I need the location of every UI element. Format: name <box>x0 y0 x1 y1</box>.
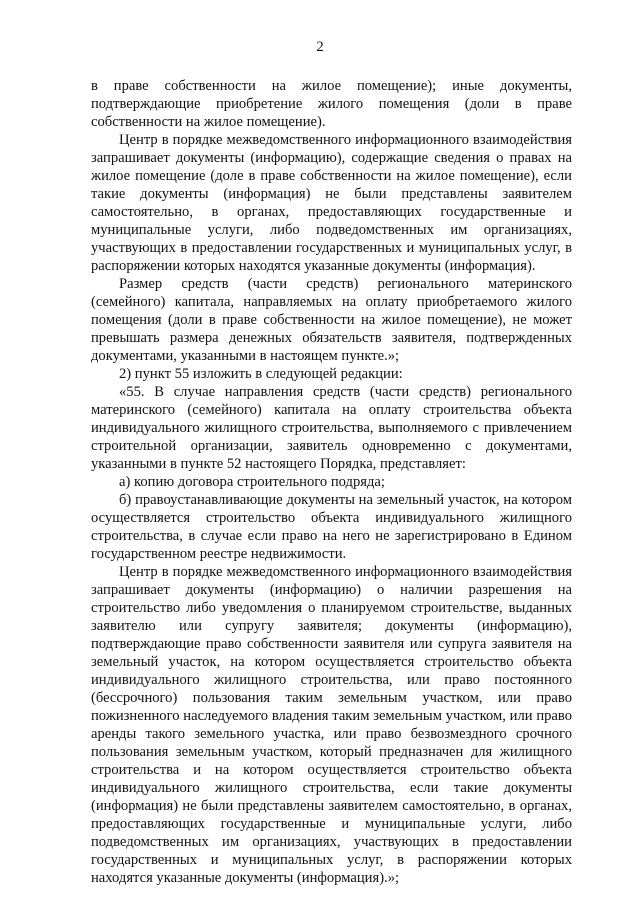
paragraph-item-2: 2) пункт 55 изложить в следующей редакции: <box>119 366 403 382</box>
paragraph-capital-amount: Размер средств (части средств) регионального материнского (семейного) капитала, направляемых на оплату приобретаемого жилого помещения (доли в праве собственности на жилое помещение), не может превышать размера денежных обязательств заявителя, подтвержденных документами, указанными в настоящем пункте.»; <box>91 276 572 364</box>
paragraph-subitem-b: б) правоустанавливающие документы на земельный участок, на котором осуществляется строительство объекта индивидуального жилищного строительства, в случае если право на него не зарегистрировано в Едином государственном реестре недвижимости. <box>91 492 572 562</box>
paragraph-clause-55: «55. В случае направления средств (части средств) регионального материнского (семейного) капитала на оплату строительства объекта индивидуального жилищного строительства, выполняемого с привлечением строительной организации, заявитель одновременно с документами, указанными в пункте 52 настоящего Порядка, представляет: <box>91 384 572 472</box>
page-number: 2 <box>316 39 324 55</box>
paragraph-subitem-a: а) копию договора строительного подряда; <box>119 474 385 490</box>
paragraph-ownership-documents: в праве собственности на жилое помещение); иные документы, подтверждающие приобретение жилого помещения (доли в праве собственности на жилое помещение). <box>91 78 572 130</box>
paragraph-center-request-housing: Центр в порядке межведомственного информационного взаимодействия запрашивает документы (информацию), содержащие сведения о правах на жилое помещение (доле в праве собственности на жилое помещение), если такие документы (информация) не были представлены заявителем самостоятельно, в органах, предоставляющих государственные и муниципальные услуги, либо подведомственных им организациях, участвующих в предоставлении государственных и муниципальных услуг, в распоряжении которых находятся указанные документы (информация). <box>91 132 572 274</box>
document-body <box>91 77 572 887</box>
paragraph-center-request-land: Центр в порядке межведомственного информационного взаимодействия запрашивает документы (информацию) о наличии разрешения на строительство либо уведомления о планируемом строительстве, выданных заявителю или супругу заявителя; документы (информацию), подтверждающие право собственности заявителя или супруга заявителя на земельный участок, на котором осуществляется строительство объекта индивидуального жилищного строительства, или право постоянного (бессрочного) пользования таким земельным участком, или право пожизненного наследуемого владения таким земельным участком, или право аренды такого земельного участка, или право безвозмездного срочного пользования земельным участком, который предназначен для жилищного строительства и на котором осуществляется строительство объекта индивидуального жилищного строительства, если такие документы (информация) не были представлены заявителем самостоятельно, в органах, предоставляющих государственные и муниципальные услуги, либо подведомственных им организациях, участвующих в предоставлении государственных и муниципальных услуг, в распоряжении которых находятся указанные документы (информация).»; <box>91 564 572 886</box>
